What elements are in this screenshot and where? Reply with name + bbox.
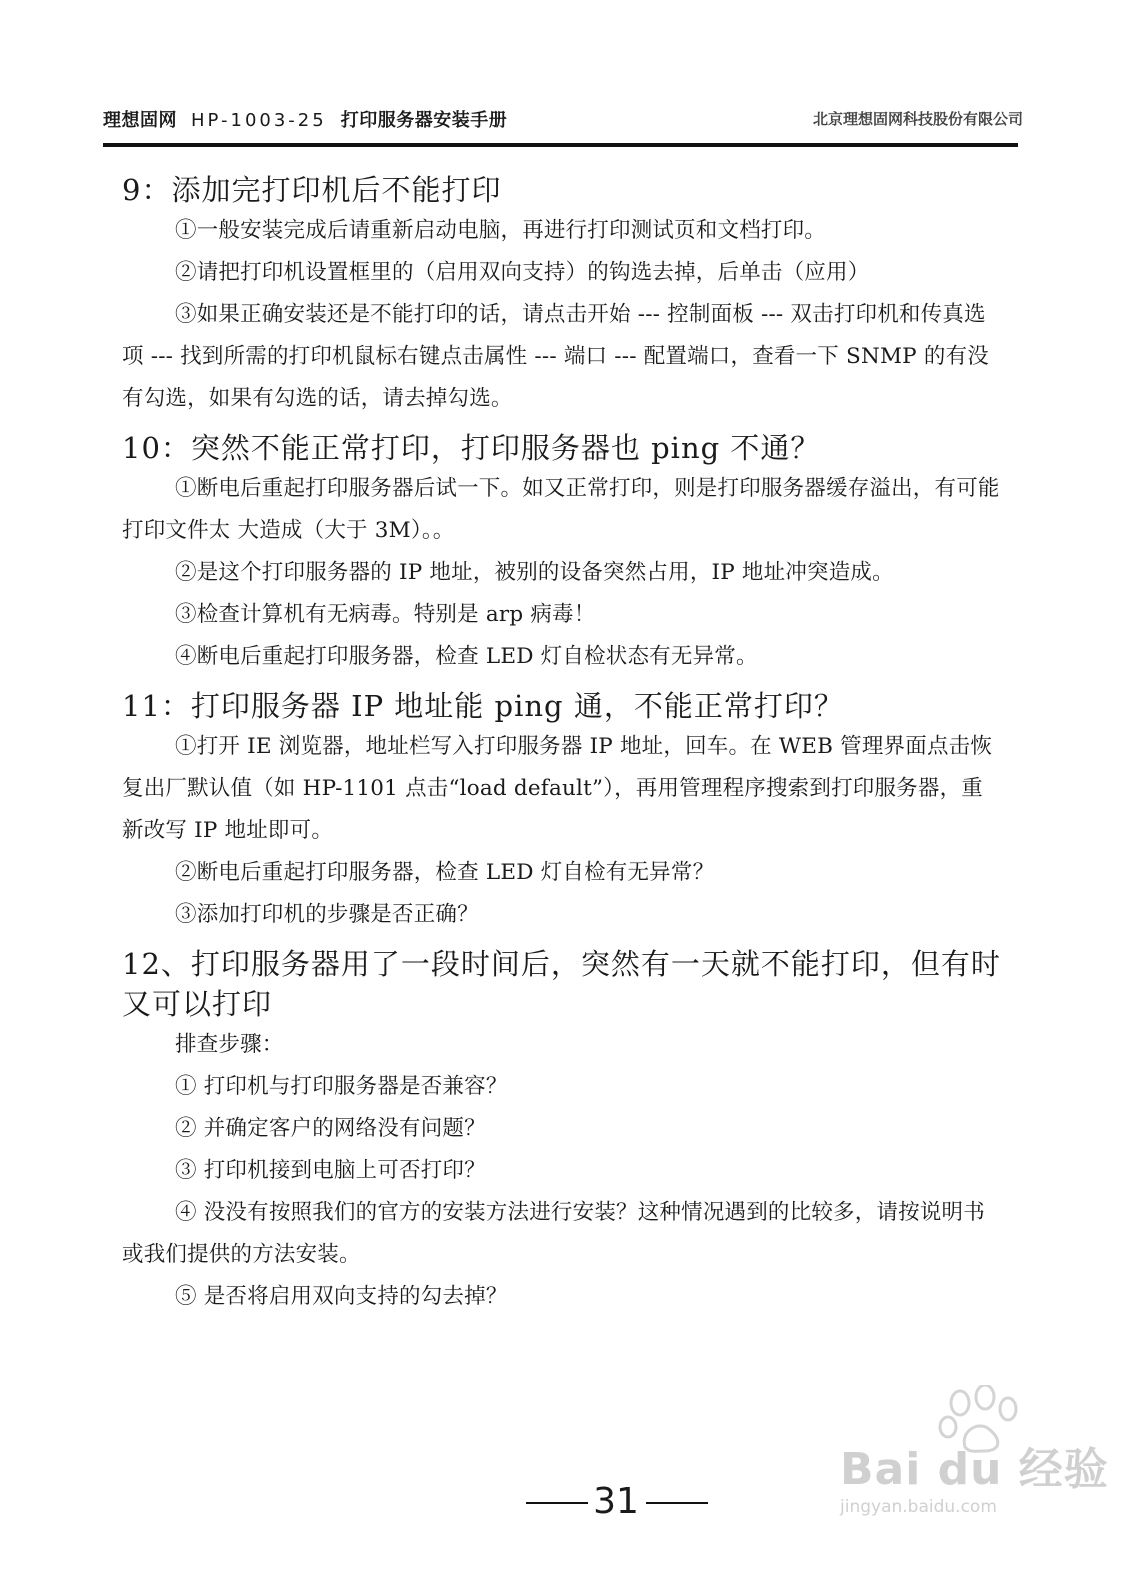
section-12-item-3: ③ 打印机接到电脑上可否打印？ [175, 1158, 486, 1183]
section-10-item-3: ③检查计算机有无病毒。特别是 arp 病毒！ [175, 602, 596, 627]
section-9-item-2: ②请把打印机设置框里的（启用双向支持）的钩选去掉，后单击（应用） [175, 260, 870, 285]
section-12-item-2: ② 并确定客户的网络没有问题？ [175, 1116, 486, 1141]
header-manual-name: 打印服务器安装手册 [340, 110, 508, 131]
section-11-item-3: ③添加打印机的步骤是否正确？ [175, 902, 479, 927]
header-divider [103, 143, 1018, 147]
section-10 [122, 428, 1002, 678]
header-brand: 理想固网 [103, 110, 177, 131]
section-9-item-3: ③如果正确安装还是不能打印的话，请点击开始 --- 控制面板 --- 双击打印机和传真选项 --- 找到所需的打印机鼠标右键点击属性 --- 端口 --- 配置端口，查看一下 SNMP 的有没有勾选，如果有勾选的话，请去掉勾选。 [122, 302, 989, 411]
section-11 [122, 686, 1002, 936]
section-12-item-5: ⑤ 是否将启用双向支持的勾去掉？ [175, 1284, 508, 1309]
header-title [103, 106, 507, 132]
section-12-intro: 排查步骤： [175, 1032, 284, 1057]
section-9-title: 9：添加完打印机后不能打印 [122, 173, 502, 207]
baidu-watermark [840, 1385, 1109, 1525]
footer-rule-right [646, 1502, 708, 1504]
section-10-title: 10：突然不能正常打印，打印服务器也 ping 不通？ [122, 431, 821, 465]
page-body [122, 170, 1002, 1326]
section-11-item-2: ②断电后重起打印服务器，检查 LED 灯自检有无异常？ [175, 860, 715, 885]
header-company: 北京理想固网科技股份有限公司 [812, 110, 1023, 128]
footer-rule-left [526, 1502, 588, 1504]
section-9 [122, 170, 1002, 420]
section-10-item-2: ②是这个打印服务器的 IP 地址，被别的设备突然占用，IP 地址冲突造成。 [175, 560, 894, 585]
section-10-item-4: ④断电后重起打印服务器，检查 LED 灯自检状态有无异常。 [175, 644, 758, 669]
section-12-title: 12、打印服务器用了一段时间后，突然有一天就不能打印，但有时又可以打印 [122, 947, 1001, 1021]
section-12 [122, 944, 1002, 1318]
watermark-text: Bai du 经验 [840, 1444, 1109, 1495]
section-11-item-1: ①打开 IE 浏览器，地址栏写入打印服务器 IP 地址，回车。在 WEB 管理界面点击恢复出厂默认值（如 HP-1101 点击“load default”），再用管理程序搜索到打印服务器，重新改写 IP 地址即可。 [122, 734, 993, 843]
page-number: 31 [593, 1481, 639, 1522]
section-12-item-4: ④ 没没有按照我们的官方的安装方法进行安装？这种情况遇到的比较多，请按说明书或我们提供的方法安装。 [122, 1200, 985, 1267]
section-12-item-1: ① 打印机与打印服务器是否兼容？ [175, 1074, 508, 1099]
section-11-title: 11：打印服务器 IP 地址能 ping 通，不能正常打印？ [122, 689, 844, 723]
header-model: HP-1003-25 [191, 110, 327, 131]
watermark-url: jingyan.baidu.com [840, 1497, 997, 1517]
section-9-item-1: ①一般安装完成后请重新启动电脑，再进行打印测试页和文档打印。 [175, 218, 827, 243]
page-header [103, 106, 1023, 136]
section-10-item-1: ①断电后重起打印服务器后试一下。如又正常打印，则是打印服务器缓存溢出，有可能打印文件太 大造成（大于 3M）。。 [122, 476, 1000, 543]
